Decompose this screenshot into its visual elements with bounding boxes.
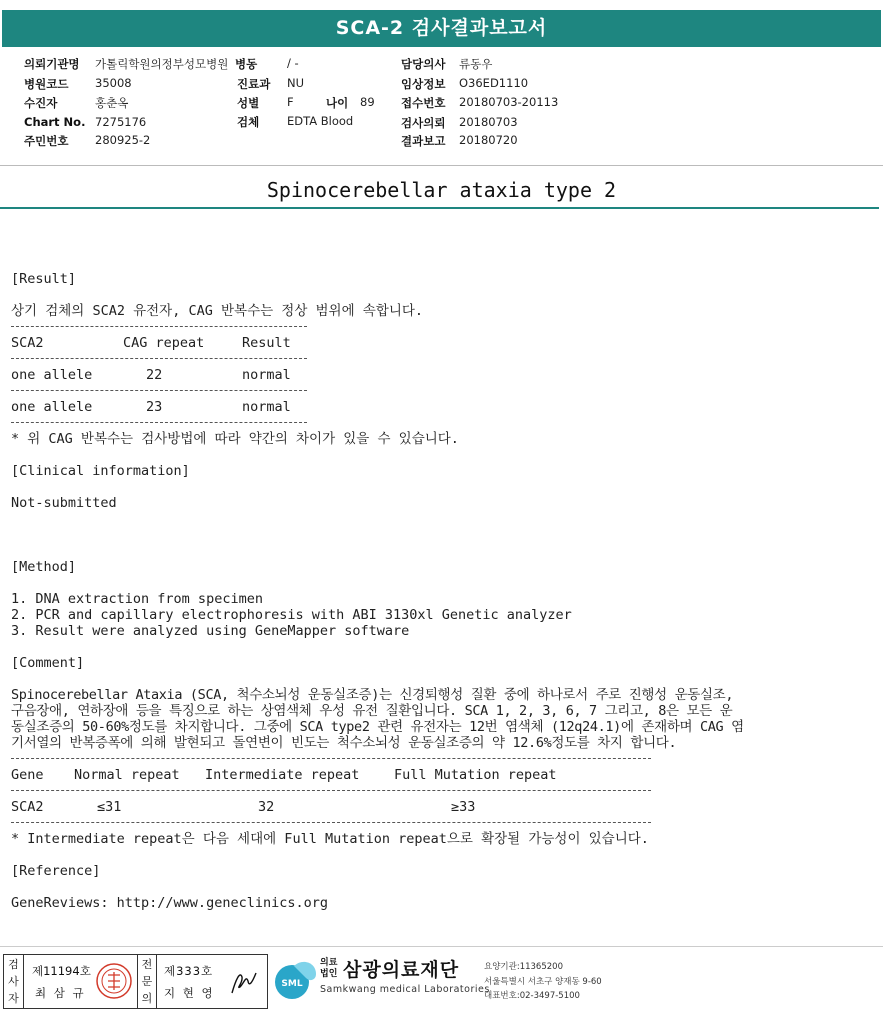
table-row-allele: one allele bbox=[11, 367, 93, 383]
table-divider bbox=[11, 822, 651, 823]
table-divider bbox=[11, 758, 651, 759]
report-title-bar bbox=[2, 10, 881, 47]
gene-row-intermediate: 32 bbox=[258, 799, 275, 815]
table-row-repeat: 23 bbox=[146, 399, 163, 415]
examiner-license: 제11194호 bbox=[32, 964, 91, 978]
examiner-name: 최 삼 규 bbox=[35, 986, 86, 1000]
specimen-value: EDTA Blood bbox=[287, 114, 354, 128]
gene-header-full: Full Mutation repeat bbox=[394, 767, 557, 783]
footer-divider bbox=[0, 946, 883, 947]
org-type-line: 법인 bbox=[320, 969, 338, 979]
doctor-value: 류동우 bbox=[459, 57, 493, 71]
reference-heading: [Reference] bbox=[11, 863, 101, 879]
result-text: 상기 검체의 SCA2 유전자, CAG 반복수는 정상 범위에 속합니다. bbox=[11, 303, 424, 319]
clinical-info-label: 임상정보 bbox=[401, 77, 446, 91]
sml-logo-icon bbox=[272, 956, 320, 1004]
org-name: 삼광의료재단 bbox=[343, 959, 460, 981]
receipt-value: 20180703-20113 bbox=[459, 95, 559, 109]
gene-note: * Intermediate repeat은 다음 세대에 Full Mutation repeat으로 확장될 가능성이 있습니다. bbox=[11, 831, 649, 847]
clinical-text: Not-submitted bbox=[11, 495, 117, 511]
comment-line: 기서열의 반복증폭에 의해 발현되고 돌연변이 빈도는 척수소뇌성 운동실조증의 약 12.6%정도를 차지 합니다. bbox=[11, 735, 677, 751]
gene-header-normal: Normal repeat bbox=[74, 767, 180, 783]
receipt-label: 접수번호 bbox=[401, 96, 446, 110]
gene-header-intermediate: Intermediate repeat bbox=[205, 767, 360, 783]
age-value: 89 bbox=[360, 95, 375, 109]
request-label: 검사의뢰 bbox=[401, 116, 446, 130]
table-row-allele: one allele bbox=[11, 399, 93, 415]
chart-no-value: 7275176 bbox=[95, 115, 147, 129]
sex-label: 성별 bbox=[237, 96, 260, 110]
table-row-result: normal bbox=[242, 367, 291, 383]
institution-value: 가톨릭학원의정부성모병원 bbox=[95, 57, 229, 71]
sex-value: F bbox=[287, 95, 294, 109]
report-date-value: 20180720 bbox=[459, 133, 518, 147]
signature-icon bbox=[226, 963, 262, 999]
table-row-result: normal bbox=[242, 399, 291, 415]
comment-line: 구음장애, 연하장애 등을 특징으로 하는 상염색체 우성 유전 질환입니다. SCA 1, 2, 3, 6, 7 그리고, 8은 모든 운 bbox=[11, 703, 733, 719]
ward-value: / - bbox=[287, 56, 299, 70]
dept-value: NU bbox=[287, 76, 305, 90]
org-address: 서울특별시 서초구 양재동 9-60 bbox=[484, 977, 602, 987]
method-item: 3. Result were analyzed using GeneMapper software bbox=[11, 623, 410, 639]
result-heading: [Result] bbox=[11, 271, 77, 287]
patient-label: 수진자 bbox=[24, 96, 58, 110]
org-phone: 대표번호:02-3497-5100 bbox=[484, 991, 580, 1001]
result-header-gene: SCA2 bbox=[11, 335, 44, 351]
reviewer-column-label: 전문의 bbox=[137, 955, 157, 1008]
report-header-title: SCA-2 검사결과보고서 bbox=[335, 17, 548, 39]
result-header-result: Result bbox=[242, 335, 291, 351]
doctor-label: 담당의사 bbox=[401, 57, 446, 71]
report-date-label: 결과보고 bbox=[401, 134, 446, 148]
signature-box bbox=[3, 954, 268, 1009]
specimen-label: 검체 bbox=[237, 115, 260, 129]
hospital-code-value: 35008 bbox=[95, 76, 132, 90]
org-type bbox=[320, 958, 337, 980]
patient-info-panel bbox=[0, 52, 883, 166]
table-divider bbox=[11, 326, 307, 327]
examiner-column-label: 검사자 bbox=[4, 955, 24, 1008]
comment-line: Spinocerebellar Ataxia (SCA, 척수소뇌성 운동실조증)는 신경퇴행성 질환 중에 하나로서 주로 진행성 운동실조, bbox=[11, 687, 734, 703]
org-english-name: Samkwang medical Laboratories bbox=[320, 984, 490, 995]
logo-text: SML bbox=[281, 979, 303, 989]
reviewer-name: 지 현 영 bbox=[164, 986, 215, 1000]
method-item: 1. DNA extraction from specimen bbox=[11, 591, 263, 607]
institution-label: 의뢰기관명 bbox=[24, 57, 80, 71]
method-heading: [Method] bbox=[11, 559, 77, 575]
patient-value: 홍춘옥 bbox=[95, 96, 129, 110]
gene-row-gene: SCA2 bbox=[11, 799, 44, 815]
ward-label: 병동 bbox=[235, 57, 258, 71]
title-divider bbox=[0, 207, 879, 209]
org-type-line: 의료 bbox=[320, 958, 338, 968]
rrn-value: 280925-2 bbox=[95, 133, 151, 147]
dept-label: 진료과 bbox=[237, 77, 271, 91]
result-note: * 위 CAG 반복수는 검사방법에 따라 약간의 차이가 있을 수 있습니다. bbox=[11, 431, 459, 447]
clinical-heading: [Clinical information] bbox=[11, 463, 190, 479]
rrn-label: 주민번호 bbox=[24, 134, 69, 148]
result-header-repeat: CAG repeat bbox=[123, 335, 205, 351]
seal-stamp-icon bbox=[95, 962, 133, 1000]
comment-heading: [Comment] bbox=[11, 655, 85, 671]
table-row-repeat: 22 bbox=[146, 367, 163, 383]
gene-header-gene: Gene bbox=[11, 767, 44, 783]
document-title: Spinocerebellar ataxia type 2 bbox=[266, 178, 617, 202]
org-code: 요양기관:11365200 bbox=[484, 962, 563, 972]
method-item: 2. PCR and capillary electrophoresis with ABI 3130xl Genetic analyzer bbox=[11, 607, 572, 623]
table-divider bbox=[11, 422, 307, 423]
gene-row-full: ≥33 bbox=[451, 799, 476, 815]
table-divider bbox=[11, 358, 307, 359]
age-label: 나이 bbox=[326, 96, 349, 110]
hospital-code-label: 병원코드 bbox=[24, 77, 69, 91]
reviewer-license: 제333호 bbox=[164, 964, 214, 978]
request-value: 20180703 bbox=[459, 115, 518, 129]
chart-no-label: Chart No. bbox=[24, 115, 86, 129]
table-divider bbox=[11, 790, 651, 791]
comment-line: 동실조증의 50-60%정도를 차지합니다. 그중에 SCA type2 관련 유전자는 12번 염색체 (12q24.1)에 존재하며 CAG 염 bbox=[11, 719, 744, 735]
reference-link[interactable]: GeneReviews: http://www.geneclinics.org bbox=[11, 895, 328, 911]
table-divider bbox=[11, 390, 307, 391]
gene-row-normal: ≤31 bbox=[97, 799, 122, 815]
clinical-info-value: O36ED1110 bbox=[459, 76, 529, 90]
